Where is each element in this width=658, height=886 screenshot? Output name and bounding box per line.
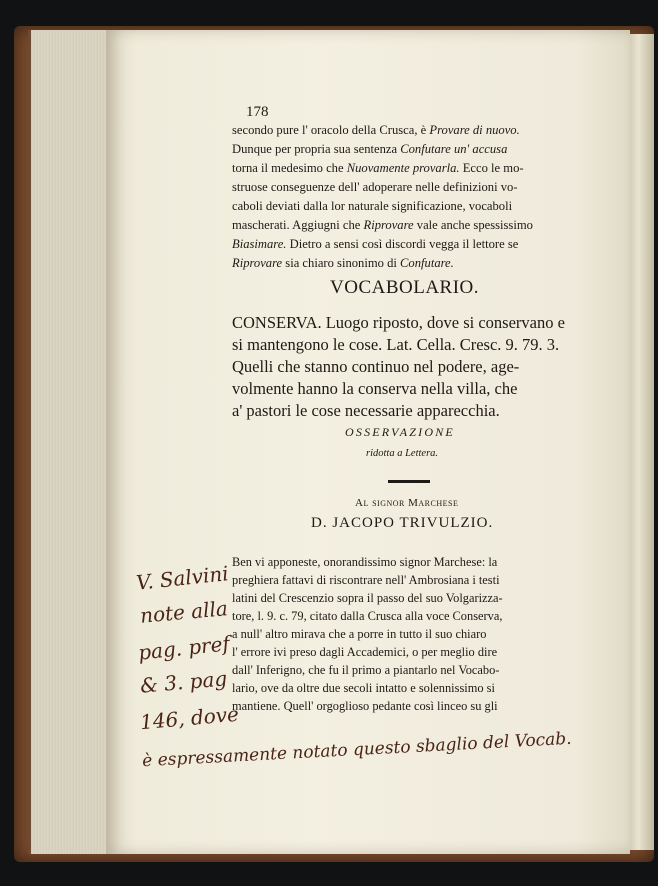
salutation: Al signor Marchese bbox=[355, 497, 459, 509]
letter-line: preghiera fattavi di riscontrare nell' Ambrosiana i testi bbox=[232, 573, 500, 587]
letter-line: latini del Crescenzio sopra il passo del suo Volgarizza- bbox=[232, 591, 503, 605]
letter-line: dall' Inferigno, che fu il primo a piantarlo nel Vocabo- bbox=[232, 663, 500, 677]
prose-line: Dunque per propria sua sentenza Confutare un' accusa bbox=[232, 142, 508, 156]
handwritten-note-line: 146, dove bbox=[139, 701, 240, 735]
handwritten-note-line: è espressamente notato questo sbaglio del Vocab. bbox=[141, 728, 573, 772]
prose-line: Biasimare. Dietro a sensi così discordi vegga il lettore se bbox=[232, 237, 519, 251]
handwritten-note-line: note alla bbox=[139, 596, 229, 628]
prose-line: Riprovare sia chiaro sinonimo di Confutare. bbox=[232, 256, 454, 270]
prose-line: struose conseguenze dell' adoperare nelle definizioni vo- bbox=[232, 180, 518, 194]
handwritten-note-line: & 3. pag bbox=[139, 666, 229, 698]
section-title: VOCABOLARIO. bbox=[330, 277, 480, 298]
observation-heading: OSSERVAZIONE bbox=[345, 425, 455, 439]
page-number: 178 bbox=[246, 104, 269, 120]
entry-line: volmente hanno la conserva nella villa, che bbox=[232, 379, 518, 398]
divider-rule bbox=[388, 480, 430, 483]
letter-line: lario, ove da oltre due secoli intatto e solennissimo si bbox=[232, 681, 495, 695]
prose-line: torna il medesimo che Nuovamente provarla. Ecco le mo- bbox=[232, 161, 524, 175]
letter-line: tore, l. 9. c. 79, citato dalla Crusca alla voce Conserva, bbox=[232, 609, 503, 623]
letter-line: Ben vi apponeste, onorandissimo signor Marchese: la bbox=[232, 555, 498, 569]
dedicatee: D. JACOPO TRIVULZIO. bbox=[311, 515, 494, 531]
observation-subtitle: ridotta a Lettera. bbox=[366, 448, 439, 459]
prose-line: secondo pure l' oracolo della Crusca, è Provare di nuovo. bbox=[232, 123, 520, 137]
entry-line: CONSERVA. Luogo riposto, dove si conservano e bbox=[232, 313, 565, 332]
handwritten-note-line: V. Salvini bbox=[134, 561, 230, 595]
facing-page-edge bbox=[628, 34, 654, 850]
page-edges bbox=[28, 30, 111, 854]
entry-line: a' pastori le cose necessarie apparecchia. bbox=[232, 401, 500, 420]
letter-line: a null' altro mirava che a porre in tutto il suo chiaro bbox=[232, 627, 487, 641]
entry-line: Quelli che stanno continuo nel podere, age- bbox=[232, 357, 520, 376]
entry-line: si mantengono le cose. Lat. Cella. Cresc. 9. 79. 3. bbox=[232, 335, 560, 354]
handwritten-note-line: pag. pref bbox=[136, 631, 231, 665]
prose-line: caboli deviati dalla lor naturale significazione, vocaboli bbox=[232, 199, 513, 213]
prose-line: mascherati. Aggiugni che Riprovare vale anche spessissimo bbox=[232, 218, 533, 232]
letter-line: l' errore ivi preso dagli Accademici, o per meglio dire bbox=[232, 645, 498, 659]
letter-line: mantiene. Quell' orgoglioso pedante così linceo su gli bbox=[232, 699, 498, 713]
